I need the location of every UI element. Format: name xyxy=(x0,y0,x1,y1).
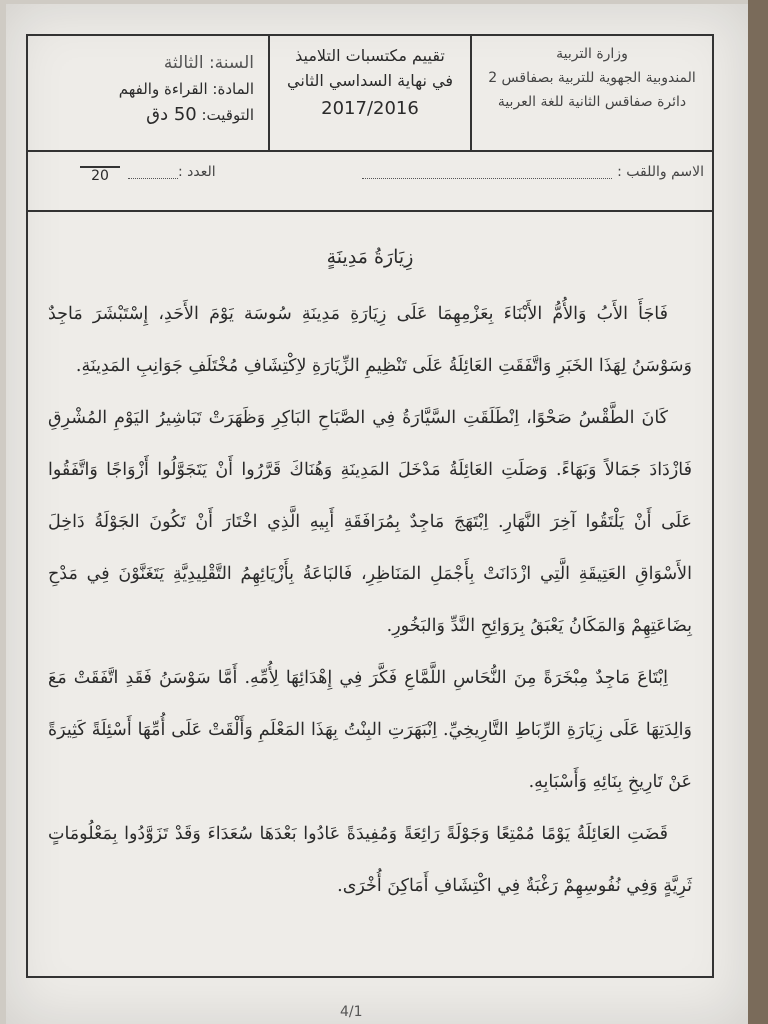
duration-value: 50 دق xyxy=(146,104,197,125)
subject: المادة: القراءة والفهم xyxy=(118,80,254,98)
student-info-row xyxy=(28,150,712,212)
grade-total-box xyxy=(80,154,120,184)
paragraph-3: اِبْتَاعَ مَاجِدٌ مِبْخَرَةً مِنَ النُّحَاسِ اللَّمَّاعِ فَكَّرَ فِي إِهْدَائِهَا لِأُمِّهِ. أَمَّا سَوْسَنُ فَقَدِ اتَّفَقَتْ مَعَ وَالِدَتِهَا عَلَى زِيَارَةِ الرِّبَاطِ التَّارِيخِيِّ. اِنْبَهَرَتِ البِنْتُ بِهَذَا المَعْلَمِ وَأَلْقَتْ عَلَى أُمِّهَا أَسْئِلَةً كَثِيرَةً عَنْ تَارِيخِ بِنَائِهِ وَأَسْبَابِهِ. xyxy=(48,668,692,792)
exam-title-line1: تقييم مكتسبات التلاميذ xyxy=(295,46,445,65)
grade-label: العدد : xyxy=(178,164,216,180)
header-exam-title xyxy=(268,36,470,150)
table-edge xyxy=(748,0,768,1024)
header-exam-info xyxy=(28,36,268,150)
duration xyxy=(28,102,268,128)
duration-label: التوقيت: xyxy=(201,106,254,124)
paragraph-1: فَاجَأَ الأَبُ وَالأُمُّ الأَبْنَاءَ بِعَزْمِهِمَا عَلَى زِيَارَةِ مَدِينَةِ سُوسَة يَوْمَ الأَحَدِ، إِسْتَبْشَرَ مَاجِدٌ وَسَوْسَنُ لِهَذَا الخَبَرِ وَاتَّفَقَتِ العَائِلَةُ عَلَى تَنْظِيمِ الزِّيَارَةِ لاِكْتِشَافِ مُخْتَلَفِ جَوَانِبِ المَدِينَةِ. xyxy=(48,304,692,376)
header-institution xyxy=(470,36,712,150)
ministry: وزارة التربية xyxy=(556,46,628,62)
grade-field[interactable] xyxy=(128,178,178,179)
grade-fraction-bar xyxy=(80,154,120,168)
name-field[interactable] xyxy=(362,178,612,179)
exam-title-line2: في نهاية السداسي الثاني xyxy=(287,71,453,90)
school-year: 2017/2016 xyxy=(321,98,419,119)
text-title: زِيَارَةُ مَدِينَةٍ xyxy=(326,246,414,268)
directorate: المندوبية الجهوية للتربية بصفاقس 2 xyxy=(488,70,696,86)
paragraph-2: كَانَ الطَّقْسُ صَحْوًا، اِنْطَلَقَتِ السَّيَّارَةُ فِي الصَّبَاحِ البَاكِرِ وَظَهَرَتْ تَبَاشِيرُ اليَوْمِ المُشْرِقِ فَازْدَادَ جَمَالاً وَبَهَاءً. وَصَلَتِ العَائِلَةُ مَدْخَلَ المَدِينَةِ وَهُنَاكَ قَرَّرُوا أَنْ يَتَجَوَّلُوا أَزْوَاجًا وَاتَّفَقُوا عَلَى أَنْ يَلْتَقُوا آخِرَ النَّهَارِ. اِبْتَهَجَ مَاجِدٌ بِمُرَافَقَةِ أَبِيهِ الَّذِي اخْتَارَ أَنْ تَكُونَ الجَوْلَةُ دَاخِلَ الأَسْوَاقِ العَتِيقَةِ الَّتِي ازْدَانَتْ بِأَجْمَلِ المَنَاظِرِ، فَالبَاعَةُ بِأَزْيَائِهِمُ التَّقْلِيدِيَّةِ يَتَغَنَّوْنَ فِي مَدْحِ بِضَاعَتِهِمْ وَالمَكَانُ يَعْبَقُ بِرَوَائِحِ النَّدِّ وَالبَخُورِ. xyxy=(48,408,692,636)
page-number: 4/1 xyxy=(340,1004,363,1020)
exam-header xyxy=(28,36,712,152)
circuit: دائرة صفاقس الثانية للغة العربية xyxy=(497,94,687,110)
paragraph-4: قَضَتِ العَائِلَةُ يَوْمًا مُمْتِعًا وَجَوْلَةً رَائِعَةً وَمُفِيدَةً عَادُوا بَعْدَهَا سُعَدَاءَ وَقَدْ تَزَوَّدُوا بِمَعْلُومَاتٍ ثَرِيَّةٍ وَفِي نُفُوسِهِمْ رَغْبَةٌ فِي اكْتِشَافِ أَمَاكِنَ أُخْرَى. xyxy=(48,824,692,896)
reading-text xyxy=(28,210,712,976)
grade-total: 20 xyxy=(91,168,109,184)
grade-level: السنة: الثالثة xyxy=(163,53,254,73)
name-label: الاسم واللقب : xyxy=(617,164,704,180)
exam-frame xyxy=(26,34,714,978)
